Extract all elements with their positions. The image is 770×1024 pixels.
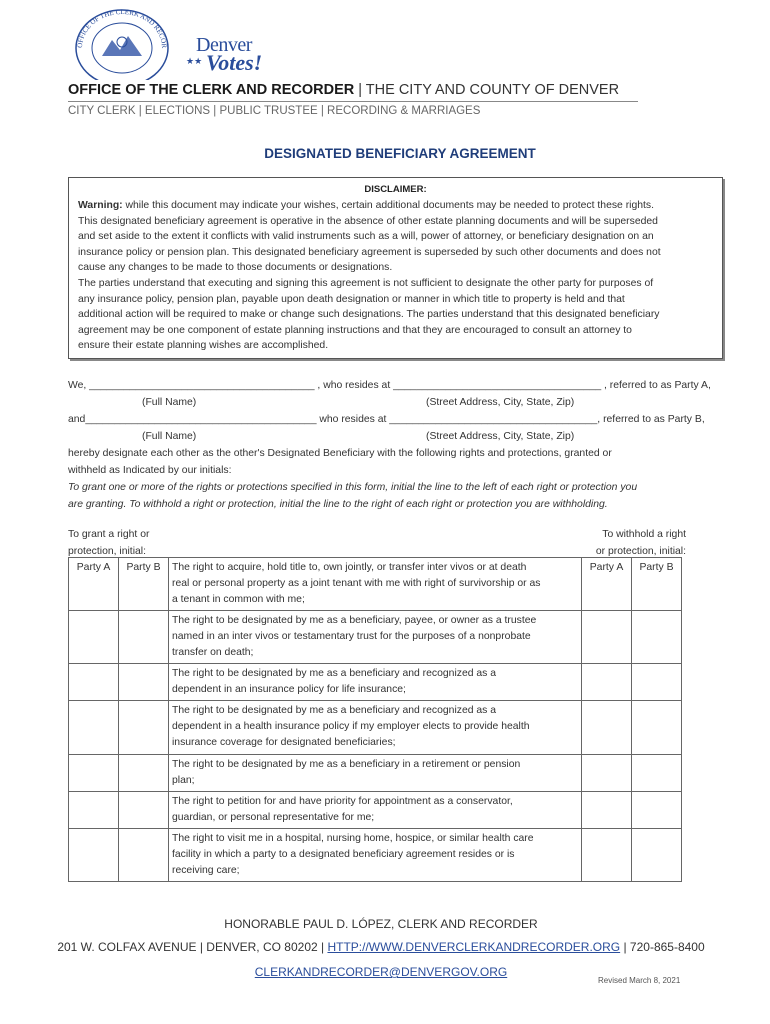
table-row <box>69 829 682 882</box>
office-suffix: | THE CITY AND COUNTY OF DENVER <box>354 82 620 98</box>
right-text <box>169 755 582 792</box>
footer-phone: | 720-865-8400 <box>620 940 705 954</box>
right-text <box>169 829 582 882</box>
withhold-party-a-initial[interactable] <box>582 701 632 755</box>
disclaimer-line: The parties understand that executing and signing this agreement is not sufficient to designate the other party for purposes of <box>78 277 654 289</box>
right-text-line: The right to be designated by me as a beneficiary and recognized as a <box>172 668 497 679</box>
grant-party-b-initial[interactable] <box>119 701 169 755</box>
email-link[interactable]: CLERKANDRECORDER@DENVERGOV.ORG <box>254 965 508 979</box>
website-link[interactable]: HTTP://WWW.DENVERCLERKANDRECORDER.ORG <box>327 940 621 954</box>
right-text <box>169 664 582 701</box>
right-text-line: receiving care; <box>172 865 240 876</box>
grant-party-a-initial[interactable] <box>69 701 119 755</box>
grant-label-1: To grant a right or <box>68 529 150 540</box>
right-text-line: The right to acquire, hold title to, own jointly, or transfer inter vivos or at death <box>172 562 527 573</box>
grant-party-a-initial[interactable] <box>69 829 119 882</box>
grant-party-b-initial[interactable] <box>119 755 169 792</box>
right-text-line: The right to be designated by me as a beneficiary and recognized as a <box>172 705 497 716</box>
withhold-party-b-initial[interactable] <box>632 829 682 882</box>
designation-text: hereby designate each other as the other's Designated Beneficiary with the following rights and protections, granted or <box>68 448 612 459</box>
right-text-line: plan; <box>172 775 195 786</box>
header-divider <box>68 101 638 102</box>
disclaimer-box <box>68 177 723 359</box>
logo-line1: Denver <box>196 34 252 56</box>
party-b-label: Party B <box>639 562 674 573</box>
right-text <box>169 558 582 611</box>
disclaimer-line: cause any changes to be made to those documents or designations. <box>78 262 393 274</box>
withhold-party-a-initial[interactable] <box>582 611 632 664</box>
grant-party-a-initial[interactable] <box>69 755 119 792</box>
right-text-line: named in an inter vivos or testamentary trust for the purposes of a nonprobate <box>172 631 531 642</box>
party-b-label: Party B <box>126 562 161 573</box>
designation-text-2: withheld as Indicated by our initials: <box>68 465 232 476</box>
grant-party-a-initial[interactable] <box>69 664 119 701</box>
party-b-line[interactable]: and________________________________________ who resides at ____________________________________, referred to as Party B, <box>68 414 705 425</box>
withhold-label-1: To withhold a right <box>602 529 686 540</box>
grant-label-2: protection, initial: <box>68 546 146 557</box>
withhold-label-2: or protection, initial: <box>595 546 686 557</box>
clerk-seal-logo <box>68 8 176 80</box>
withhold-party-a-initial[interactable] <box>582 829 632 882</box>
withhold-party-b-initial[interactable] <box>632 664 682 701</box>
address-caption-b: (Street Address, City, State, Zip) <box>426 431 575 442</box>
grant-party-b-initial[interactable] <box>119 829 169 882</box>
warning-label: Warning: <box>78 200 123 211</box>
withhold-party-b-initial[interactable] <box>632 701 682 755</box>
table-row <box>69 792 682 829</box>
disclaimer-line: additional action will be required to make or change such designations. The parties understand that this designated beneficiary <box>78 309 660 321</box>
revised-date: Revised March 8, 2021 <box>598 976 681 985</box>
disclaimer-line: insurance policy or pension plan. This designated beneficiary agreement is superseded by such other documents and does not <box>78 246 661 258</box>
grant-party-a-initial[interactable] <box>69 792 119 829</box>
withhold-party-a-header <box>582 558 632 611</box>
right-text-line: dependent in a health insurance policy if my employer elects to provide health <box>172 721 530 732</box>
right-text-line: The right to be designated by me as a beneficiary, payee, or owner as a trustee <box>172 615 537 626</box>
star-icon: ★★ <box>186 56 203 66</box>
party-a-line[interactable]: We, _______________________________________ , who resides at ____________________________________ , referred to as Party A, <box>68 380 711 391</box>
table-row <box>69 701 682 755</box>
withhold-party-a-initial[interactable] <box>582 664 632 701</box>
full-name-caption-a: (Full Name) <box>142 397 197 408</box>
grant-party-a-initial[interactable] <box>69 611 119 664</box>
right-text-line: a tenant in common with me; <box>172 594 305 605</box>
table-row <box>69 755 682 792</box>
right-text-line: facility in which a party to a designated beneficiary agreement resides or is <box>172 849 515 860</box>
right-text <box>169 611 582 664</box>
disclaimer-line: while this document may indicate your wishes, certain additional documents may be needed to protect these rights. <box>122 200 655 211</box>
instruction-italic-1: To grant one or more of the rights or protections specified in this form, initial the line to the left of each right or protection you <box>68 482 638 493</box>
party-a-label: Party A <box>76 562 111 573</box>
party-a-label: Party A <box>589 562 624 573</box>
grant-party-b-initial[interactable] <box>119 664 169 701</box>
right-text-line: dependent in an insurance policy for life insurance; <box>172 684 406 695</box>
grant-party-b-initial[interactable] <box>119 611 169 664</box>
disclaimer-line: and set aside to the extent it conflicts with valid instruments such as a will, power of attorney, or beneficiary designation on an <box>78 231 654 243</box>
right-text <box>169 792 582 829</box>
office-header <box>68 82 619 98</box>
right-text-line: The right to visit me in a hospital, nursing home, hospice, or similar health care <box>172 833 534 844</box>
right-text-line: guardian, or personal representative for me; <box>172 812 375 823</box>
disclaimer-line: This designated beneficiary agreement is operative in the absence of other estate planning documents and will be superseded <box>78 215 658 227</box>
footer-contact <box>0 940 762 954</box>
disclaimer-line: any insurance policy, pension plan, payable upon death designation or manner in which title to property is held and that <box>78 293 625 305</box>
seal-text: OFFICE OF THE CLERK AND RECOR <box>75 8 169 49</box>
right-text-line: real or personal property as a joint tenant with me with right of survivorship or as <box>172 578 541 589</box>
grant-party-b-initial[interactable] <box>119 792 169 829</box>
address-caption-a: (Street Address, City, State, Zip) <box>426 397 575 408</box>
right-text-line: The right to be designated by me as a beneficiary in a retirement or pension <box>172 759 521 770</box>
grant-label <box>68 526 149 560</box>
withhold-party-b-initial[interactable] <box>632 792 682 829</box>
svg-text:OFFICE OF THE CLERK AND RECORD <box>68 8 168 49</box>
right-text-line: insurance coverage for designated beneficiaries; <box>172 737 396 748</box>
clerk-name: HONORABLE PAUL D. LÓPEZ, CLERK AND RECORDER <box>224 917 538 931</box>
table-row <box>69 664 682 701</box>
disclaimer-text <box>78 198 718 354</box>
table-row <box>69 558 682 611</box>
withhold-party-a-initial[interactable] <box>582 755 632 792</box>
full-name-caption-b: (Full Name) <box>142 431 197 442</box>
office-title: OFFICE OF THE CLERK AND RECORDER <box>68 82 355 98</box>
table-row <box>69 611 682 664</box>
document-title: DESIGNATED BENEFICIARY AGREEMENT <box>264 146 536 161</box>
instruction-italic-2: are granting. To withhold a right or protection, initial the line to the right of each right or protection you are withholding. <box>68 499 608 510</box>
denver-votes-logo <box>186 34 272 80</box>
withhold-party-b-initial[interactable] <box>632 755 682 792</box>
withhold-party-b-header <box>632 558 682 611</box>
departments-line: CITY CLERK | ELECTIONS | PUBLIC TRUSTEE | RECORDING & MARRIAGES <box>68 105 481 117</box>
right-text <box>169 701 582 755</box>
disclaimer-line: ensure their estate planning wishes are accomplished. <box>78 340 329 352</box>
disclaimer-heading: DISCLAIMER: <box>364 184 427 195</box>
grant-party-b-header <box>119 558 169 611</box>
withhold-label <box>588 526 686 560</box>
right-text-line: transfer on death; <box>172 647 254 658</box>
withhold-party-a-initial[interactable] <box>582 792 632 829</box>
logo-line2: Votes! <box>206 50 263 75</box>
grant-party-a-header <box>69 558 119 611</box>
disclaimer-line: agreement may be one component of estate planning instructions and that they are encouraged to consult an attorney to <box>78 324 632 336</box>
rights-table <box>68 557 682 882</box>
footer-address: 201 W. COLFAX AVENUE | DENVER, CO 80202 | <box>57 940 328 954</box>
right-text-line: The right to petition for and have priority for appointment as a conservator, <box>172 796 513 807</box>
withhold-party-b-initial[interactable] <box>632 611 682 664</box>
